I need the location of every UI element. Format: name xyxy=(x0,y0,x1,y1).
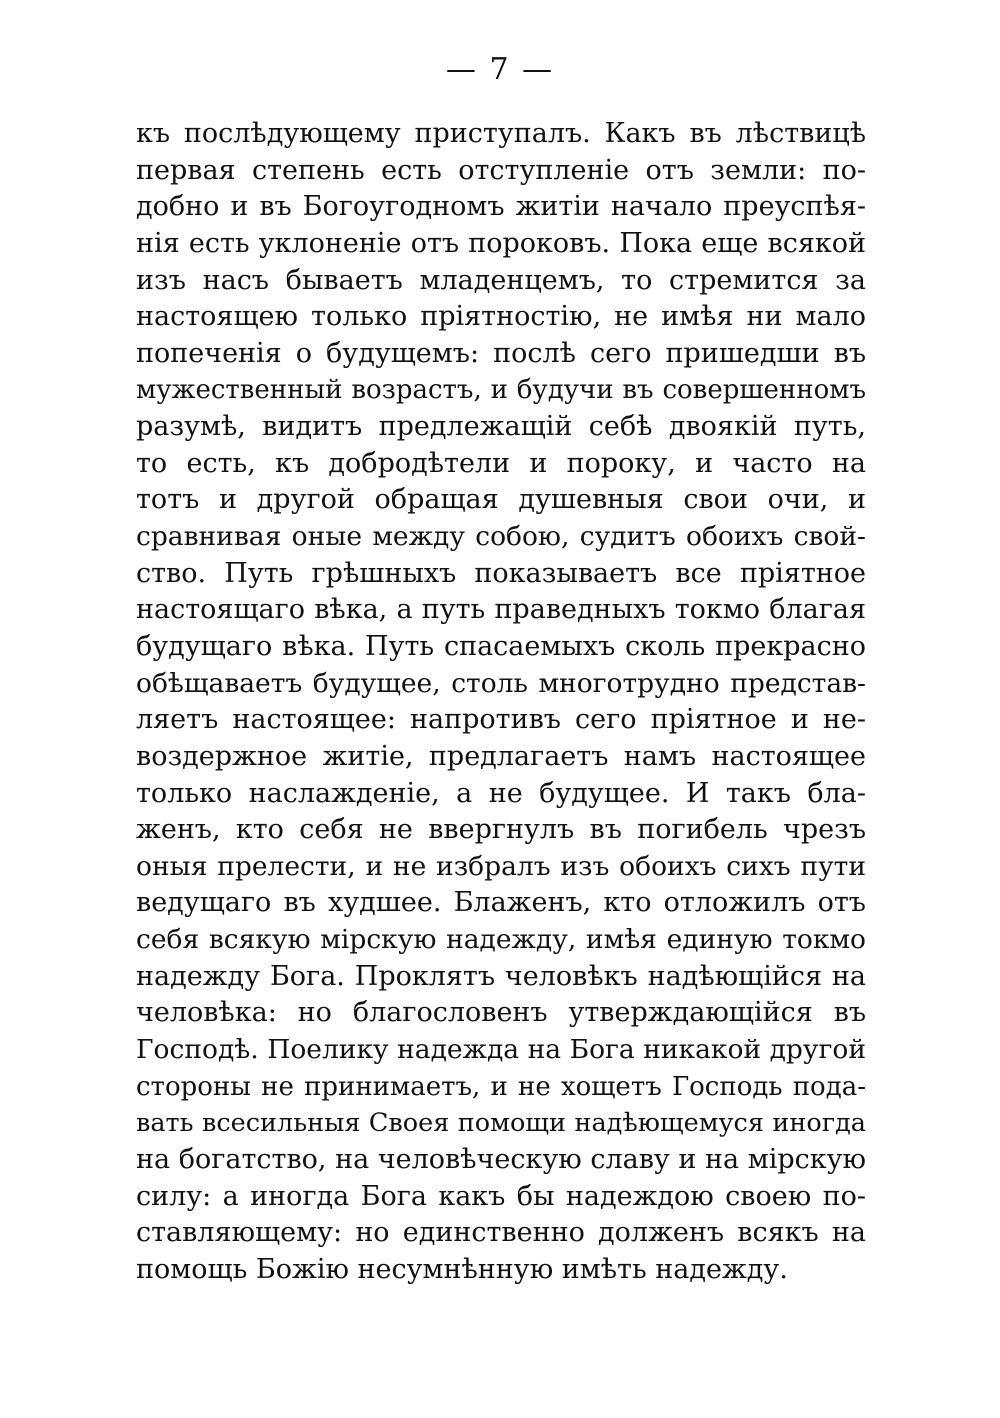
text-line: ставляющему: но единственно долженъ всякъ на xyxy=(136,1217,866,1249)
text-line: надежду Бога. Проклятъ человѣкъ надѣющійся на xyxy=(136,960,866,992)
text-line: тотъ и другой обращая душевныя свои очи, и xyxy=(136,484,866,516)
text-line: стороны не принимаетъ, и не хощетъ Господь пода- xyxy=(136,1071,866,1102)
page-number: — 7 — xyxy=(445,52,555,87)
text-line: настоящаго вѣка, а путь праведныхъ токмо благая xyxy=(136,594,866,626)
text-line: сравнивая оные между собою, судитъ обоихъ свой- xyxy=(136,521,866,553)
text-line: ство. Путь грѣшныхъ показываетъ все пріятное xyxy=(136,557,866,589)
text-line: человѣка: но благословенъ утверждающійся въ xyxy=(136,997,866,1029)
text-line: изъ насъ бываетъ младенцемъ, то стремится за xyxy=(136,264,866,296)
text-line: къ послѣдующему приступалъ. Какъ въ лѣствицѣ xyxy=(136,118,866,149)
text-line: то есть, къ добродѣтели и пороку, и часто на xyxy=(136,447,866,479)
text-line: Господѣ. Поелику надежда на Бога никакой другой xyxy=(136,1034,866,1066)
text-line: женъ, кто себя не ввергнулъ въ погибель чрезъ xyxy=(136,814,866,846)
text-line: обѣщаваетъ будущее, столь многотрудно представ- xyxy=(136,667,866,699)
text-line: ведущаго въ худшее. Блаженъ, кто отложилъ отъ xyxy=(136,887,866,919)
text-line: мужественный возрастъ, и будучи въ совершенномъ xyxy=(136,375,866,406)
text-line: разумѣ, видитъ предлежащій себѣ двоякій путь, xyxy=(136,411,866,443)
text-line: воздержное житіе, предлагаетъ намъ настоящее xyxy=(136,740,866,772)
text-line: вать всесильныя Своея помощи надѣющемуся иногда xyxy=(136,1108,866,1139)
text-line: силу: а иногда Бога какъ бы надеждою своею по- xyxy=(136,1180,866,1212)
text-line: ляетъ настоящее: напротивъ сего пріятное и не- xyxy=(136,704,866,736)
text-line: на богатство, на человѣческую славу и на мірскую xyxy=(136,1143,866,1175)
text-line: настоящею только пріятностію, не имѣя ни мало xyxy=(136,301,866,333)
text-line: первая степень есть отступленіе отъ земли: по- xyxy=(136,154,866,186)
text-line: только наслажденіе, а не будущее. И такъ бла- xyxy=(136,777,866,809)
text-line: будущаго вѣка. Путь спасаемыхъ сколь прекрасно xyxy=(136,630,866,662)
text-line: себя всякую мірскую надежду, имѣя единую токмо xyxy=(136,924,866,956)
text-line: попеченія о будущемъ: послѣ сего пришедши въ xyxy=(136,337,866,369)
text-line: помощь Божію несумнѣнную имѣть надежду. xyxy=(136,1253,788,1285)
text-line: добно и въ Богоугодномъ житіи начало преуспѣя- xyxy=(136,191,866,223)
text-line: оныя прелести, и не избралъ изъ обоихъ сихъ пути xyxy=(136,850,866,882)
body-text xyxy=(136,116,866,1289)
text-line: нія есть уклоненіе отъ пороковъ. Пока еще всякой xyxy=(136,227,866,259)
